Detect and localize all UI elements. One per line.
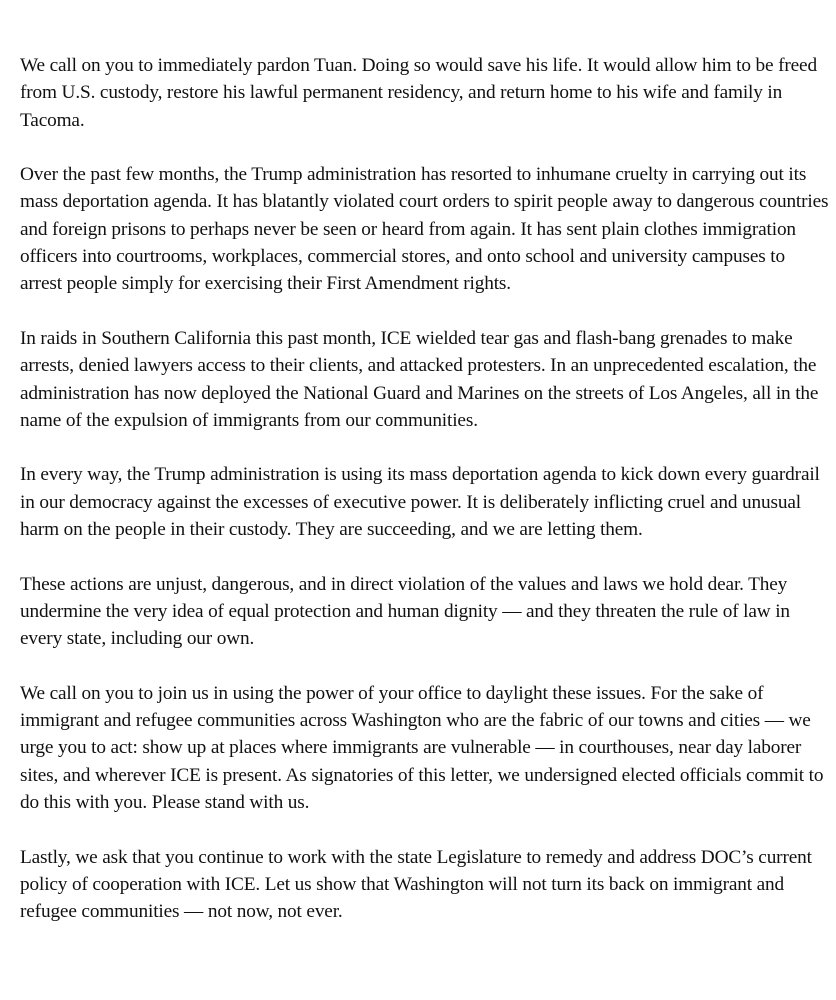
paragraph-executive-power: In every way, the Trump administration is using its mass deportation agenda to kick down every guardrail in our democracy against the excesses of executive power. It is deliberately inflicting cruel and unusual harm on the people in their custody. They are succeeding, and we are letting them. [20, 464, 820, 541]
paragraph-pardon-request: We call on you to immediately pardon Tuan. Doing so would save his life. It would allow him to be freed from U.S. custody, restore his lawful permanent residency, and return home to his wife and family in Tacoma. [20, 55, 817, 131]
paragraph-call-to-action: We call on you to join us in using the power of your office to daylight these issues. For the sake of immigrant and refugee communities across Washington who are the fabric of our towns and cities — we urge you to act: show up at places where immigrants are vulnerable — in courthouses, near day laborer sites, and wherever ICE is present. As signatories of this letter, we undersigned elected officials commit to do this with you. Please stand with us. [20, 682, 824, 814]
paragraph-unjust-actions: These actions are unjust, dangerous, and in direct violation of the values and laws we hold dear. They undermine the very idea of equal protection and human dignity — and they threaten the rule of law in every state, including our own. [20, 573, 790, 650]
paragraph-california-raids: In raids in Southern California this past month, ICE wielded tear gas and flash-bang grenades to make arrests, denied lawyers access to their clients, and attacked protesters. In an unprecedented escalation, the administration has now deployed the National Guard and Marines on the streets of Los Angeles, all in the name of the expulsion of immigrants from our communities. [20, 327, 819, 431]
paragraph-deportation-agenda: Over the past few months, the Trump administration has resorted to inhumane cruelty in carrying out its mass deportation agenda. It has blatantly violated court orders to spirit people away to dangerous countries and foreign prisons to perhaps never be seen or heard from again. It has sent plain clothes immigration officers into courtrooms, workplaces, commercial stores, and onto school and university campuses to arrest people simply for exercising their First Amendment rights. [20, 164, 829, 295]
letter-body [20, 52, 830, 926]
paragraph-doc-policy: Lastly, we ask that you continue to work with the state Legislature to remedy and address DOC’s current policy of cooperation with ICE. Let us show that Washington will not turn its back on immigrant and refugee communities — not now, not ever. [20, 846, 812, 923]
